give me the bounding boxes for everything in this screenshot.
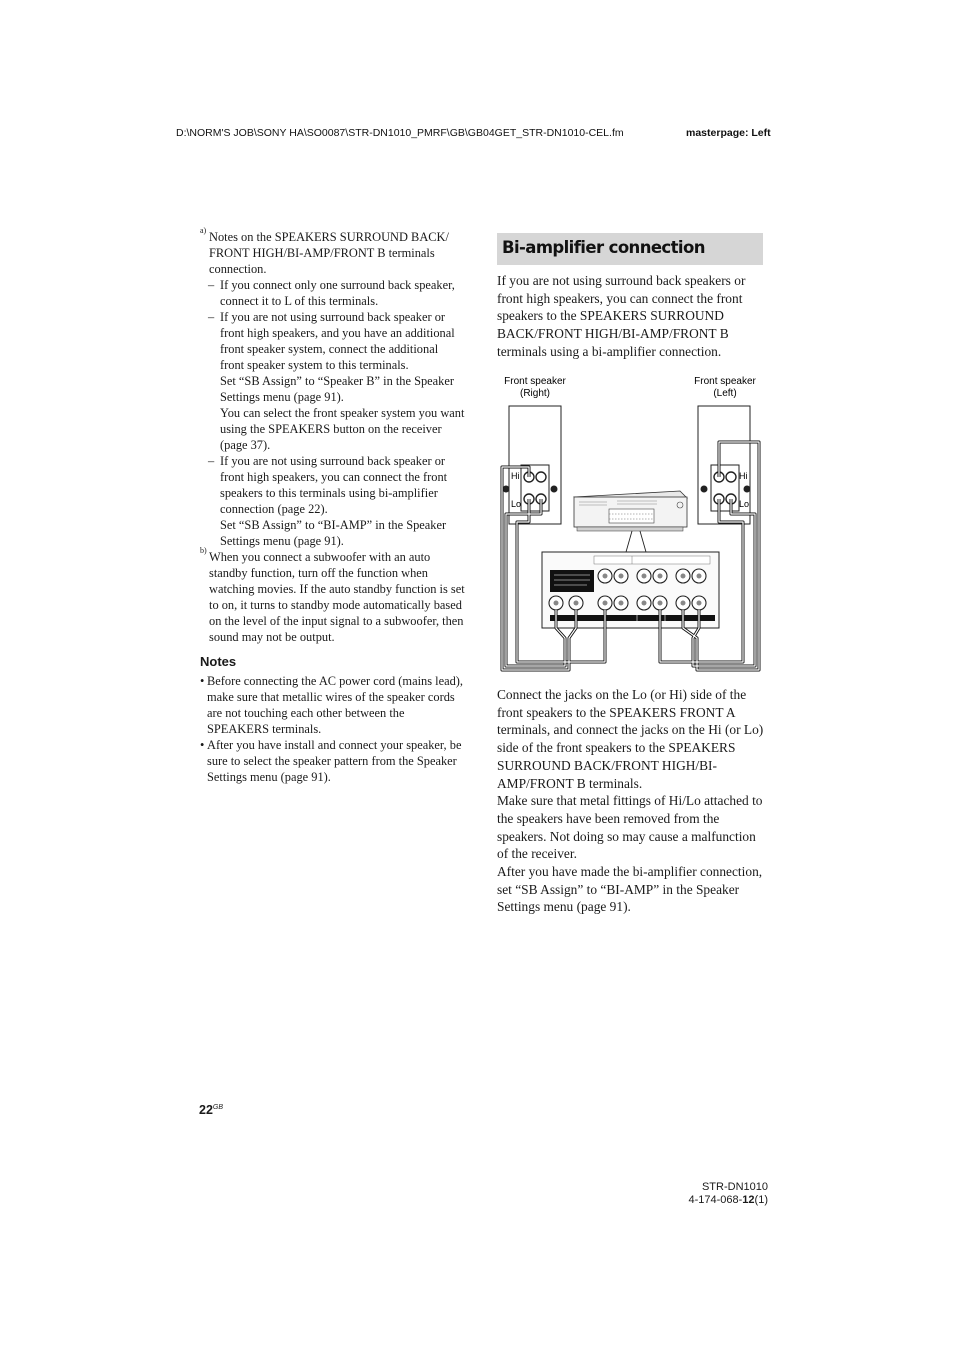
speaker-right-terminal-plate [521, 465, 549, 511]
note-item-2: • After you have install and connect your speaker, be sure to select the speaker pattern from the Speaker Settings menu (page 91). [200, 738, 462, 784]
footnote-a-intro: Notes on the SPEAKERS SURROUND BACK/ FRONT HIGH/BI-AMP/FRONT B terminals connection. [209, 230, 449, 276]
speaker-right-lo-label: Lo [511, 499, 522, 509]
note-item-1: • Before connecting the AC power cord (mains lead), make sure that metallic wires of the speaker cords are not touching each other between the SPEAKERS terminals. [200, 674, 463, 736]
section-body [497, 686, 767, 916]
footnote-a-item-2: – If you are not using surround back speaker or front high speakers, and you have an additional front speaker system, connect the additional front speaker system to this terminals. Set “SB Assign” to “Speaker B” in the Speaker Settings menu (page 91). You can select the front speaker system you want using the SPEAKERS button on the receiver (page 37). [208, 310, 465, 452]
section-paragraph-2: Make sure that metal fittings of Hi/Lo attached to the speakers have been removed from the speakers. Not doing so may cause a malfunction of the receiver. [497, 793, 763, 862]
footnote-b-marker: b) [200, 546, 207, 555]
footnote-b [200, 546, 465, 645]
footnote-a-item-3: – If you are not using surround back speaker or front high speakers, you can connect the front speakers to this terminals using bi-amplifier connection (page 22). Set “SB Assign” to “BI-AMP” in the Speaker Settings menu (page 91). [208, 454, 448, 548]
left-speaker-label: Front speaker [694, 376, 756, 387]
speaker-left-hi-label: Hi [739, 471, 748, 481]
footnote-a-item-1: – If you connect only one surround back speaker, connect it to L of this terminals. [208, 278, 455, 308]
section-heading-bar [497, 233, 763, 265]
left-speaker-sublabel: (Left) [713, 388, 737, 399]
notes-heading: Notes [200, 654, 237, 669]
bi-amp-wiring-diagram [497, 370, 767, 675]
footnote-b-text: When you connect a subwoofer with an auto standby function, turn off the function when watching movies. If the auto standby function is set to on, it turns to standby mode automatically based on the level of the input signal to a subwoofer, then sound may not be output. [209, 550, 465, 644]
model-name: STR-DN1010 [701, 1181, 768, 1193]
right-speaker-sublabel: (Right) [519, 388, 551, 399]
page-number: $22^{GB}$ [199, 1103, 224, 1117]
footnote-a [200, 226, 465, 277]
section-paragraph-3: After you have made the bi-amplifier connection, set “SB Assign” to “BI-AMP” in the Speaker Settings menu (page 91). [497, 864, 763, 915]
speaker-left-lo-label: Lo [739, 499, 750, 509]
model-code: 4-174-068-12(1) [688, 1194, 768, 1206]
left-column [200, 226, 465, 785]
section-intro: If you are not using surround back speakers or front high speakers, you can connect the front speakers to the SPEAKERS SURROUND BACK/FRONT HIGH/BI-AMP/FRONT B terminals using a bi-amplifier connection. [497, 273, 746, 359]
right-speaker-label: Front speaker [504, 376, 566, 387]
file-path: D:\NORM'S JOB\SONY HA\SO0087\STR-DN1010_PMRF\GB\GB04GET_STR-DN1010-CEL.fm [176, 127, 624, 139]
model-info [660, 1181, 768, 1207]
section-paragraph-1: Connect the jacks on the Lo (or Hi) side of the front speakers to the SPEAKERS FRONT A terminals, and connect the jacks on the Hi (or Lo) side of the front speakers to the SPEAKERS SURROUND BACK/FRONT HIGH/BI-AMP/FRONT B terminals. [497, 687, 764, 791]
speaker-left-terminal-plate [711, 465, 739, 511]
speaker-right-hi-label: Hi [511, 471, 520, 481]
footnote-a-marker: a) [200, 226, 207, 235]
section-title: Bi-amplifier connection [502, 238, 705, 257]
page-suffix: GB [212, 1103, 224, 1111]
masterpage-label: masterpage: Left [686, 127, 771, 139]
